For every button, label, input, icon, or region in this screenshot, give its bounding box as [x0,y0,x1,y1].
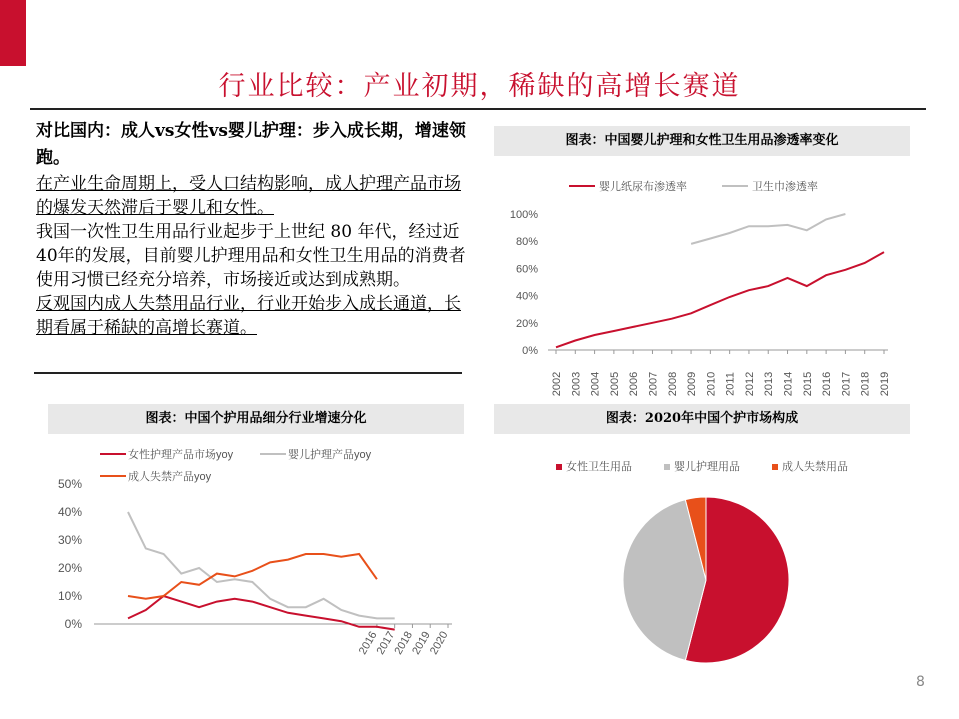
x-tick-label: 2011 [724,372,737,396]
series-line-1 [691,214,845,244]
legend-label-1: 婴儿护理产品yoy [288,449,372,461]
title-divider [30,108,926,110]
series-line-0 [556,252,884,347]
slide-title: 行业比较：产业初期，稀缺的高增长赛道 [218,71,741,102]
lead-heading: 对比国内：成人vs女性vs婴儿护理：步入成长期，增速领跑。 [36,121,466,168]
x-tick-label: 2009 [686,371,699,397]
growth-line-chart [48,440,468,670]
x-tick-label: 2016 [356,629,380,657]
x-tick-label: 2010 [705,371,718,397]
series-line-2 [128,554,377,599]
legend-swatch-2 [772,464,778,470]
y-tick-label: 40% [515,290,538,303]
x-tick-label: 2007 [647,371,660,397]
x-tick-label: 2013 [763,371,776,397]
x-tick-label: 2019 [410,629,433,657]
y-tick-label: 10% [57,589,82,603]
chart1-title: 图表：中国婴儿护理和女性卫生用品渗透率变化 [494,126,910,156]
corner-accent-block [0,0,26,66]
x-tick-label: 2005 [608,371,621,397]
series-line-1 [128,512,395,618]
legend-label-1: 婴儿护理用品 [674,461,740,473]
chart3-title: 图表：2020年中国个护市场构成 [494,404,910,434]
x-tick-label: 2020 [427,629,451,657]
x-tick-label: 2002 [551,371,563,397]
x-tick-label: 2017 [374,629,398,657]
legend-label-1: 卫生巾渗透率 [752,181,818,193]
paragraph-1-text: 在产业生命周期上，受人口结构影响，成人护理产品市场的爆发天然滞后于婴儿和女性。 [36,174,461,218]
y-tick-label: 30% [57,533,82,547]
x-tick-label: 2006 [628,371,641,397]
left-text-panel [36,118,466,340]
x-tick-label: 2003 [570,371,583,397]
y-tick-label: 40% [57,505,82,519]
y-tick-label: 50% [57,477,82,491]
series-line-0 [128,596,395,630]
x-tick-label: 2018 [859,371,872,397]
text-bottom-divider [34,372,462,374]
y-tick-label: 80% [515,236,538,249]
market-pie-chart [494,440,914,670]
legend-label-0: 女性卫生用品 [566,461,632,473]
paragraph-3 [36,292,466,340]
legend-swatch-1 [664,464,670,470]
legend-label-0: 女性护理产品市场yoy [128,449,234,461]
legend-label-0: 婴儿纸尿布渗透率 [599,181,687,193]
legend-swatch-0 [556,464,562,470]
y-tick-label: 0% [522,345,538,357]
x-tick-label: 2017 [840,371,853,397]
x-tick-label: 2014 [782,371,795,397]
x-tick-label: 2015 [801,371,814,397]
x-tick-label: 2012 [743,371,756,397]
x-tick-label: 2008 [666,371,679,397]
page-number: 8 [916,674,925,690]
chart2-title: 图表：中国个护用品细分行业增速分化 [48,404,464,434]
y-tick-label: 20% [515,317,538,330]
x-tick-label: 2018 [392,629,416,657]
paragraph-3-text: 反观国内成人失禁用品行业，行业开始步入成长通道，长期看属于稀缺的高增长赛道。 [36,294,461,338]
legend-label-2: 成人失禁用品 [782,461,848,473]
x-tick-label: 2016 [821,371,834,397]
penetration-line-chart [494,160,914,400]
y-tick-label: 20% [57,561,82,575]
legend-label-2: 成人失禁产品yoy [128,471,212,483]
paragraph-2: 我国一次性卫生用品行业起步于上世纪 80 年代，经过近40年的发展，目前婴儿护理用品和女性卫生用品的消费者使用习惯已经充分培养，市场接近或达到成熟期。 [36,222,466,290]
y-tick-label: 0% [64,617,82,631]
paragraph-1 [36,172,466,220]
x-tick-label: 2004 [589,371,602,397]
x-tick-label: 2019 [879,371,891,397]
y-tick-label: 60% [515,263,538,276]
y-tick-label: 100% [509,209,538,221]
